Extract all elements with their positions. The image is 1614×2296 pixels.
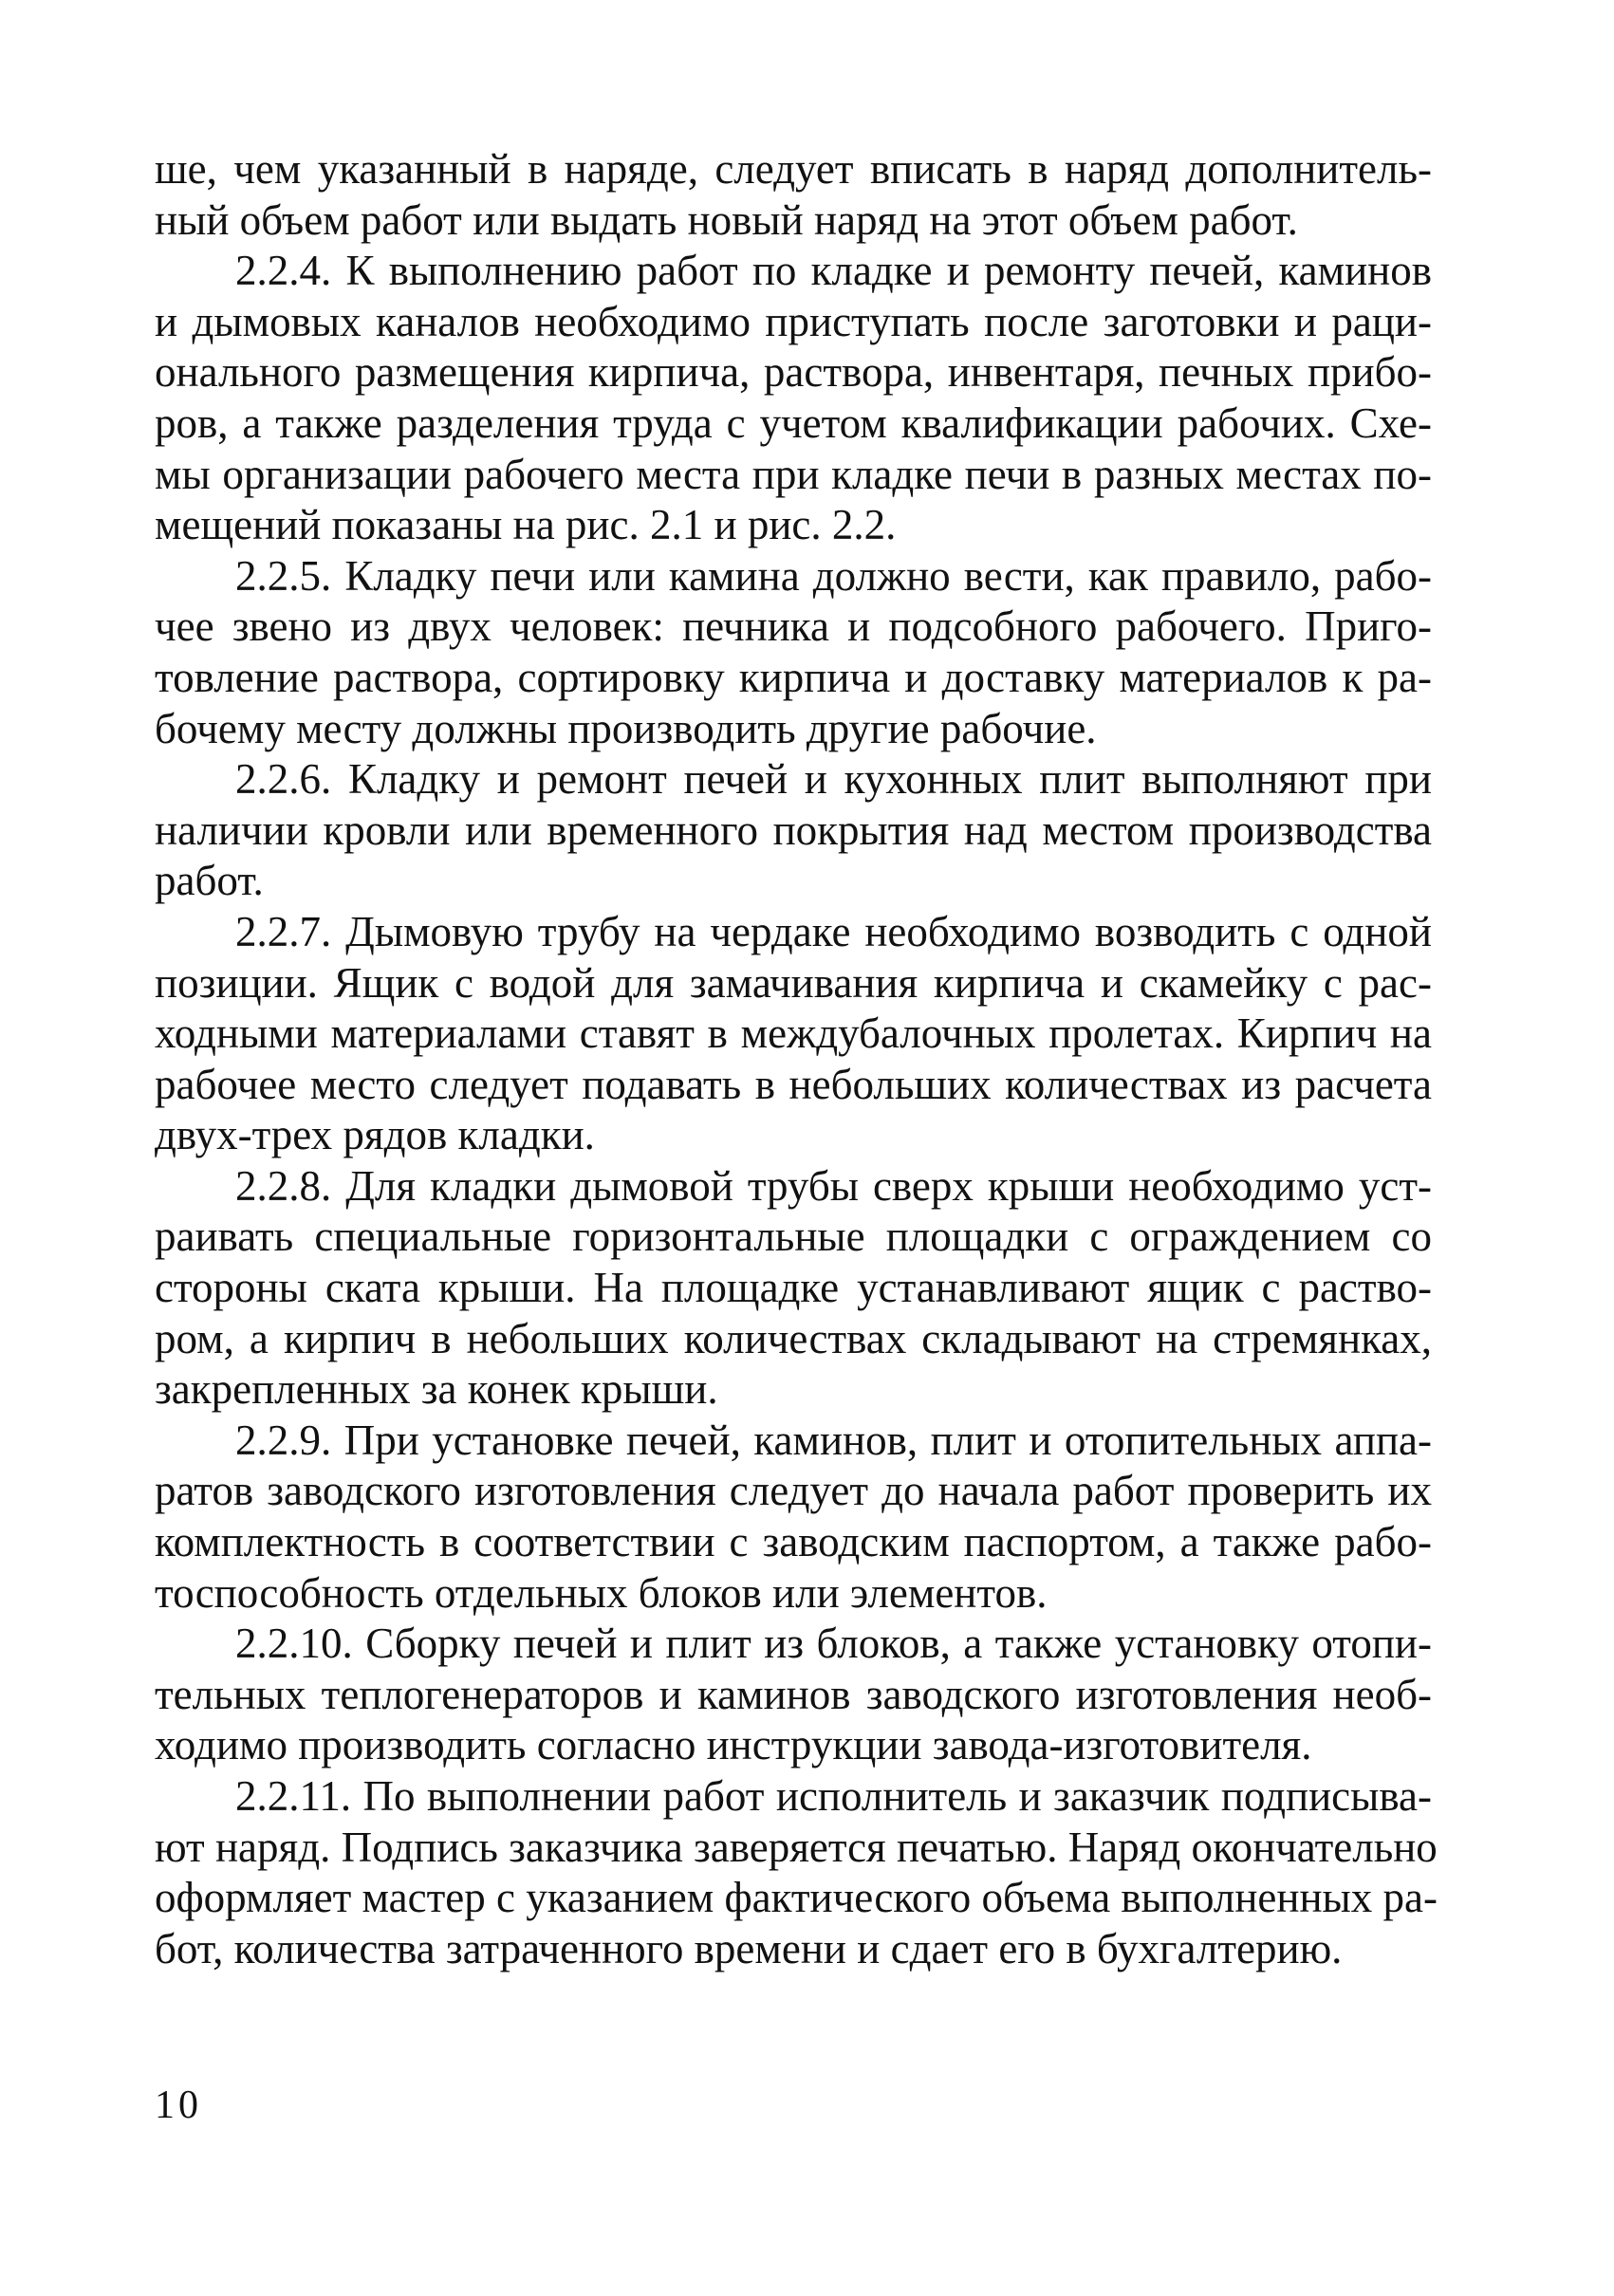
paragraph-2-2-9	[155, 1416, 1432, 1619]
paragraph-2-2-6	[155, 754, 1432, 907]
text-line: ют наряд. Подпись заказчика заверяется печатью. Наряд окончательно	[155, 1823, 1438, 1871]
paragraph-2-2-5	[155, 551, 1432, 754]
text-line: 2.2.4. К выполнению работ по кладке и ремонту печей, каминов	[235, 247, 1432, 295]
text-line: бочему месту должны производить другие рабочие.	[155, 704, 1097, 752]
text-line: тоспособность отдельных блоков или элементов.	[155, 1568, 1048, 1617]
text-line: закрепленных за конек крыши.	[155, 1365, 718, 1414]
paragraph-2-2-4	[155, 246, 1432, 551]
text-line: 2.2.7. Дымовую трубу на чердаке необходимо возводить с одной	[235, 907, 1432, 955]
text-line: комплектность в соответствии с заводским паспортом, а также рабо-	[155, 1518, 1432, 1566]
text-line: 2.2.5. Кладку печи или камина должно вести, как правило, рабо-	[235, 551, 1432, 600]
text-line: оформляет мастер с указанием фактического объема выполненных ра-	[155, 1874, 1438, 1922]
text-line: ходными материалами ставят в междубалочных пролетах. Кирпич на	[155, 1009, 1432, 1058]
text-line: двух-трех рядов кладки.	[155, 1111, 595, 1159]
text-line: ный объем работ или выдать новый наряд на этот объем работ.	[155, 195, 1298, 244]
text-line: ром, а кирпич в небольших количествах складывают на стремянках,	[155, 1314, 1432, 1362]
text-line: тельных теплогенераторов и каминов заводского изготовления необ-	[155, 1670, 1432, 1718]
text-line: мещений показаны на рис. 2.1 и рис. 2.2.	[155, 501, 897, 549]
text-line: бот, количества затраченного времени и сдает его в бухгалтерию.	[155, 1924, 1343, 1972]
text-line: товление раствора, сортировку кирпича и доставку материалов к ра-	[155, 653, 1432, 701]
text-line: позиции. Ящик с водой для замачивания кирпича и скамейку с рас-	[155, 958, 1432, 1007]
text-line: ратов заводского изготовления следует до начала работ проверить их	[155, 1467, 1432, 1515]
text-line: ров, а также разделения труда с учетом квалификации рабочих. Схе-	[155, 398, 1432, 447]
text-line: наличии кровли или временного покрытия над местом производства	[155, 805, 1432, 854]
text-line: 2.2.11. По выполнении работ исполнитель и заказчик подписыва-	[235, 1772, 1432, 1820]
body-text	[155, 144, 1438, 1974]
text-line: ходимо производить согласно инструкции завода-изготовителя.	[155, 1721, 1312, 1769]
paragraph-2-2-7	[155, 907, 1432, 1161]
text-line: 2.2.10. Сборку печей и плит из блоков, а также установку отопи-	[235, 1620, 1432, 1668]
paragraph-2-2-10	[155, 1619, 1432, 1771]
text-line: онального размещения кирпича, раствора, инвентаря, печных прибо-	[155, 348, 1432, 397]
page-number: 10	[155, 2083, 202, 2127]
text-line: мы организации рабочего места при кладке печи в разных местах по-	[155, 450, 1432, 498]
text-line: 2.2.8. Для кладки дымовой трубы сверх крыши необходимо уст-	[235, 1161, 1432, 1210]
paragraph-2-2-8	[155, 1161, 1432, 1416]
text-line: ше, чем указанный в наряде, следует вписать в наряд дополнитель-	[155, 145, 1432, 193]
text-line: и дымовых каналов необходимо приступать после заготовки и раци-	[155, 297, 1432, 345]
text-line: 2.2.9. При установке печей, каминов, плит и отопительных аппа-	[235, 1416, 1432, 1464]
paragraph	[155, 144, 1432, 246]
text-line: рабочее место следует подавать в небольших количествах из расчета	[155, 1060, 1432, 1108]
text-line: работ.	[155, 857, 264, 905]
text-line: раивать специальные горизонтальные площадки с ограждением со	[155, 1213, 1432, 1261]
text-line: 2.2.6. Кладку и ремонт печей и кухонных плит выполняют при	[235, 755, 1432, 804]
text-line: чее звено из двух человек: печника и подсобного рабочего. Приго-	[155, 602, 1432, 651]
paragraph-2-2-11	[155, 1771, 1438, 1974]
text-line: стороны ската крыши. На площадке устанавливают ящик с раство-	[155, 1264, 1432, 1312]
